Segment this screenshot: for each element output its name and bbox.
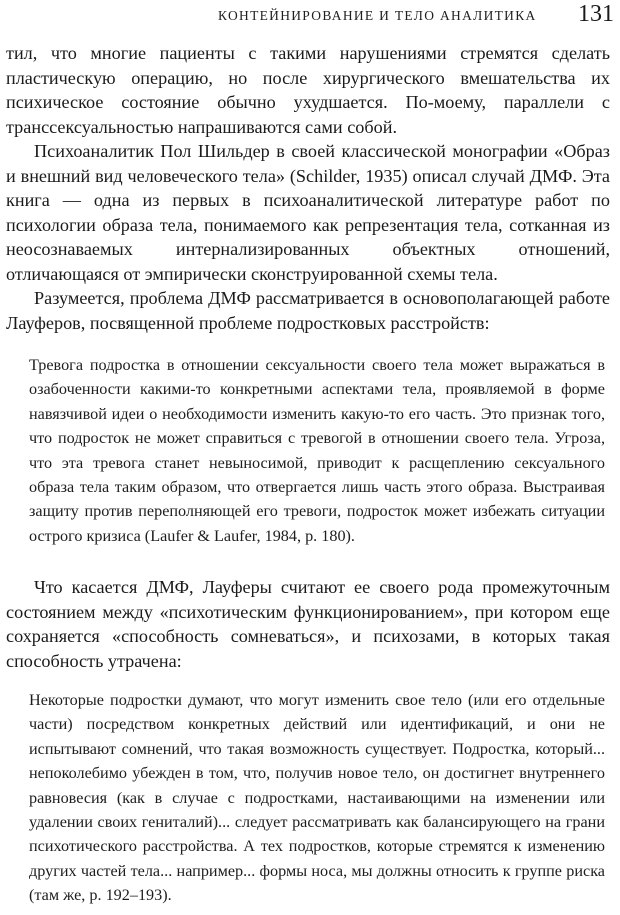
paragraph-2-text: Психоаналитик Пол Шильдер в своей классической монографии «Образ и внешний вид человеческого тела» (Schilder, 1935) описал случай ДМФ. Эта книга — одна из первых в психоаналитической литературе работ по психологии образа тела, понимаемого как репрезентация тела, сотканная из неосознаваемых интернализированных объектных отношений, отличающаяся от эмпирически сконструированной схемы тела. xyxy=(6,141,610,284)
paragraph-3-text: Разумеется, проблема ДМФ рассматривается в основополагающей работе Лауферов, посвященной проблеме подростковых расстройств: xyxy=(6,288,610,333)
paragraph-4 xyxy=(6,575,610,673)
page-number: 131 xyxy=(578,1,614,27)
running-header xyxy=(24,2,614,32)
paragraph-2 xyxy=(6,139,610,287)
block-quote-1 xyxy=(29,353,605,548)
paragraph-4-text: Что касается ДМФ, Лауферы считают ее своего рода промежуточным состоянием между «психотическим функционированием», при котором еще сохраняется «способность сомневаться», и психозами, в которых такая способность утрачена: xyxy=(6,577,610,671)
paragraph-1-text: тил, что многие пациенты с такими нарушениями стремятся сделать пластическую операцию, но после хирургического вмешательства их психическое состояние обычно ухудшается. По-моему, параллели с транссексуальностью напрашиваются сами собой. xyxy=(6,43,610,137)
paragraph-3 xyxy=(6,286,610,335)
running-header-title: КОНТЕЙНИРОВАНИЕ И ТЕЛО АНАЛИТИКА xyxy=(218,8,537,23)
block-quote-1-text: Тревога подростка в отношении сексуальности своего тела может выражаться в озабоченности какими-то конкретными аспектами тела, проявляемой в форме навязчивой идеи о необходимости изменить какую-то его часть. Это признак того, что подросток не может справиться с тревогой в отношении своего тела. Угроза, что эта тревога станет невыносимой, приводит к расщеплению сексуального образа тела таким образом, что отвергается лишь часть этого образа. Выстраивая защиту против переполняющей его тревоги, подросток может избежать ситуации острого кризиса (Laufer & Laufer, 1984, p. 180). xyxy=(29,356,605,545)
block-quote-2 xyxy=(29,688,605,908)
block-quote-2-text: Некоторые подростки думают, что могут изменить свое тело (или его отдельные части) посредством конкретных действий или идентификаций, и они не испытывают сомнений, что такая возможность существует. Подростка, который... непоколебимо убежден в том, что, получив новое тело, он достигнет внутреннего равновесия (как в случае с подростками, настаивающими на изменении или удалении своих гениталий)... следует рассматривать как балансирующего на грани психотического расстройства. А тех подростков, которые стремятся к изменению других частей тела... например... формы носа, мы должны относить к группе риска (там же, p. 192–193). xyxy=(29,691,605,905)
paragraph-1 xyxy=(6,41,610,139)
